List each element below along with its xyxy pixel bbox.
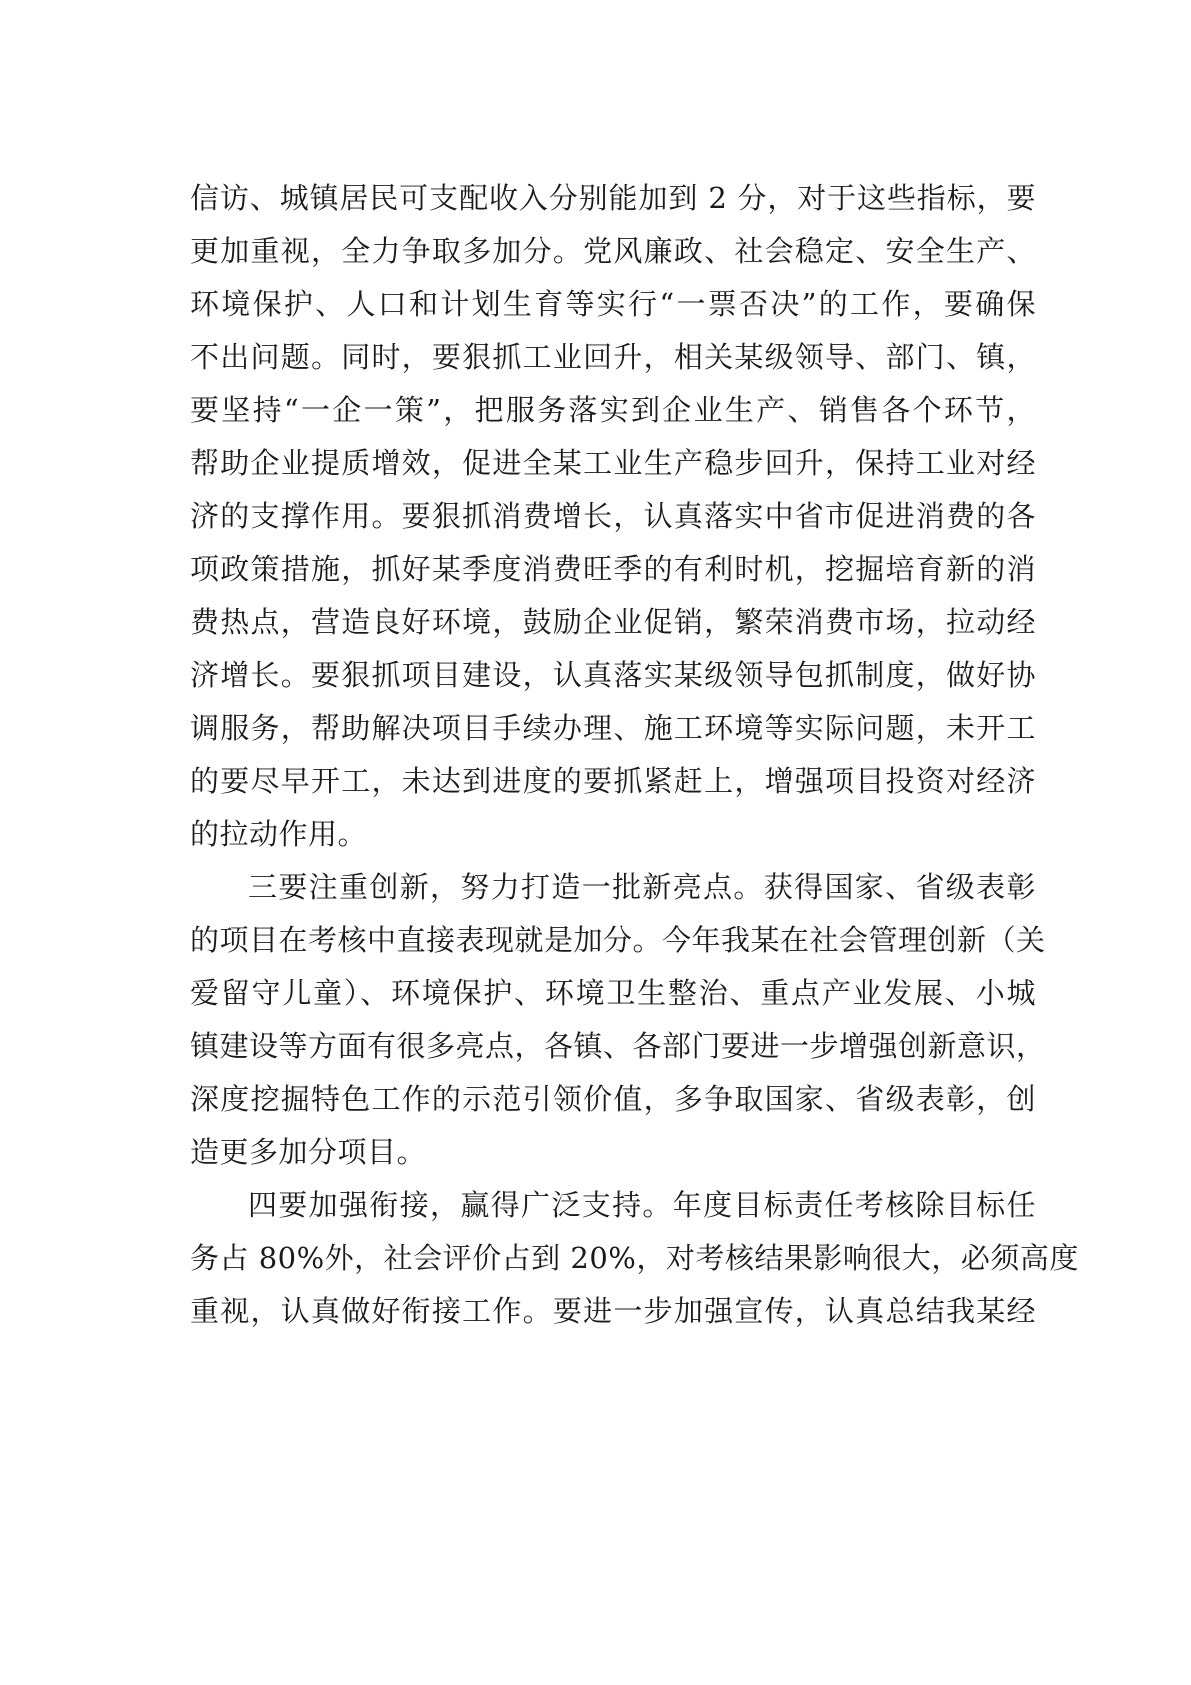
text-line: 的要尽早开工，未达到进度的要抓紧赶上，增强项目投资对经济	[190, 764, 1036, 798]
text-line: 镇建设等方面有很多亮点，各镇、各部门要进一步增强创新意识，	[190, 1029, 1046, 1063]
text-line: 信访、城镇居民可支配收入分别能加到 2 分，对于这些指标，要	[190, 181, 1036, 215]
paragraph-4-coordination	[190, 1179, 1079, 1338]
text-line: 的拉动作用。	[190, 817, 368, 851]
text-line: 济的支撑作用。要狠抓消费增长，认真落实中省市促进消费的各	[190, 499, 1036, 533]
text-line: 费热点，营造良好环境，鼓励企业促销，繁荣消费市场，拉动经	[190, 605, 1036, 639]
text-line: 重视，认真做好衔接工作。要进一步加强宣传，认真总结我某经	[190, 1294, 1036, 1328]
paragraph-3-innovation	[190, 861, 1046, 1179]
text-line: 调服务，帮助解决项目手续办理、施工环境等实际问题，未开工	[190, 711, 1036, 745]
paragraph-2-continued	[190, 172, 1036, 861]
document-body	[190, 172, 1079, 1338]
text-line: 三要注重创新，努力打造一批新亮点。获得国家、省级表彰	[248, 870, 1036, 904]
text-line: 造更多加分项目。	[190, 1135, 427, 1169]
text-line: 深度挖掘特色工作的示范引领价值，多争取国家、省级表彰，创	[190, 1082, 1036, 1116]
text-line: 爱留守儿童）、环境保护、环境卫生整治、重点产业发展、小城	[190, 976, 1036, 1010]
text-line: 的项目在考核中直接表现就是加分。今年我某在社会管理创新（关	[190, 923, 1046, 957]
text-line: 务占 80%外，社会评价占到 20%，对考核结果影响很大，必须高度	[190, 1241, 1079, 1275]
text-line: 四要加强衔接，赢得广泛支持。年度目标责任考核除目标任	[248, 1188, 1036, 1222]
text-line: 环境保护、人口和计划生育等实行“一票否决”的工作，要确保	[190, 287, 1036, 321]
text-line: 帮助企业提质增效，促进全某工业生产稳步回升，保持工业对经	[190, 446, 1036, 480]
text-line: 济增长。要狠抓项目建设，认真落实某级领导包抓制度，做好协	[190, 658, 1036, 692]
text-line: 不出问题。同时，要狠抓工业回升，相关某级领导、部门、镇，	[190, 340, 1036, 374]
text-line: 项政策措施，抓好某季度消费旺季的有利时机，挖掘培育新的消	[190, 552, 1036, 586]
text-line: 要坚持“一企一策”，把服务落实到企业生产、销售各个环节，	[190, 393, 1036, 427]
text-line: 更加重视，全力争取多加分。党风廉政、社会稳定、安全生产、	[190, 234, 1036, 268]
